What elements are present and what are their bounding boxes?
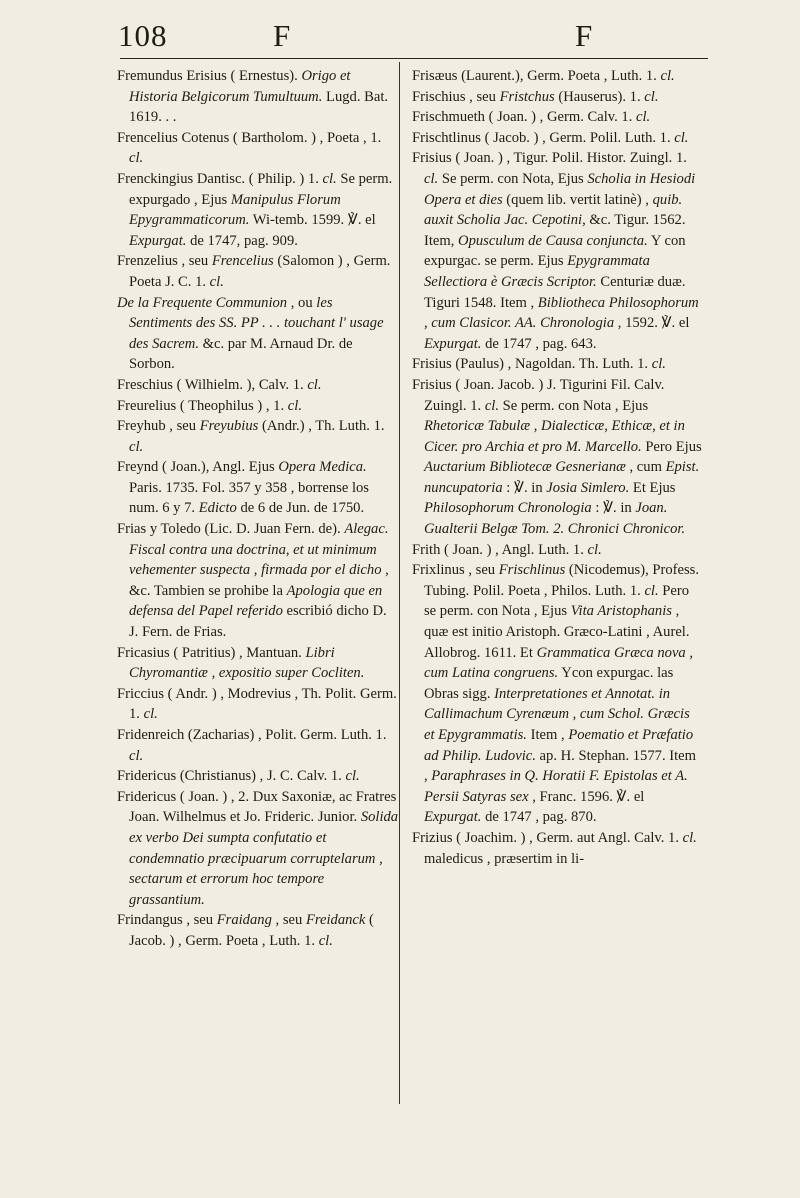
dictionary-entry: Frencelius Cotenus ( Bartholom. ) , Poeta , 1. cl. (117, 129, 382, 167)
dictionary-entry: Freschius ( Wilhielm. ), Calv. 1. cl. (117, 376, 322, 393)
dictionary-entry: Frith ( Joan. ) , Angl. Luth. 1. cl. (412, 541, 602, 558)
dictionary-entry: Freyhub , seu Freyubius (Andr.) , Th. Luth. 1. cl. (117, 418, 385, 455)
dictionary-entry: Frischius , seu Fristchus (Hauserus). 1. cl. (412, 88, 659, 105)
left-column-letter: F (273, 18, 291, 53)
header-rule (120, 58, 708, 59)
dictionary-entry: Frischmueth ( Joan. ) , Germ. Calv. 1. cl. (412, 109, 651, 126)
right-column (412, 66, 702, 869)
dictionary-entry: Fricasius ( Patritius) , Mantuan. Libri Chyromantiæ , expositio super Cocliten. (117, 644, 365, 682)
dictionary-entry: De la Frequente Communion , ou les Sentiments des SS. PP . . . touchant l' usage des Sacrem. &c. par M. Arnaud Dr. de Sorbon. (117, 294, 384, 373)
dictionary-entry: Frisius ( Joan. ) , Tigur. Polil. Histor. Zuingl. 1. cl. Se perm. con Nota, Ejus Scholia in Hesiodi Opera et dies (quem lib. vertit latinè) , quib. auxit Scholia Jac. Cepotini, &c. Tigur. 1562. Item, Opusculum de Causa conjuncta. Y con expurgac. se perm. Ejus Epygrammata Sellectiora è Græcis Scriptor. Centuriæ duæ. Tiguri 1548. Item , Bibliotheca Philosophorum , cum Clasicor. AA. Chronologia , 1592. ℣. el Expurgat. de 1747 , pag. 643. (412, 150, 699, 352)
dictionary-entry: Frixlinus , seu Frischlinus (Nicodemus), Profess. Tubing. Polil. Poeta , Philos. Luth. 1. cl. Pero se perm. con Nota , Ejus Vita Aristophanis , quæ est initio Aristoph. Græco-Latini , Aurel. Allobrog. 1611. Et Grammatica Græca nova , cum Latina congruens. Ycon expurgac. las Obras sigg. Interpretationes et Annotat. in Callimachum Cyrenæum , cum Schol. Græcis et Epygrammatis. Item , Poematio et Præfatio ad Philip. Ludovic. ap. H. Stephan. 1577. Item , Paraphrases in Q. Horatii F. Epistolas et A. Persii Satyras sex , Franc. 1596. ℣. el Expurgat. de 1747 , pag. 870. (412, 562, 700, 826)
page-number: 108 (118, 18, 168, 53)
dictionary-entry: Frizius ( Joachim. ) , Germ. aut Angl. Calv. 1. cl. maledicus , præsertim in li- (412, 829, 697, 867)
dictionary-entry: Fridenreich (Zacharias) , Polit. Germ. Luth. 1. cl. (117, 727, 387, 764)
dictionary-entry: Frisius ( Joan. Jacob. ) J. Tigurini Fil. Calv. Zuingl. 1. cl. Se perm. con Nota , Ejus Rhetoricæ Tabulæ , Dialecticæ, Ethicæ, et in Cicer. pro Archia et pro M. Marcello. Pero Ejus Auctarium Bibliotecæ Gesnerianæ , cum Epist. nuncupatoria : ℣. in Josia Simlero. Et Ejus Philosophorum Chronologia : ℣. in Joan. Gualterii Belgæ Tom. 2. Chronici Chronicor. (412, 376, 702, 538)
left-column (117, 66, 399, 952)
right-column-letter: F (575, 18, 593, 53)
column-divider (399, 62, 400, 1104)
dictionary-entry: Fridericus (Christianus) , J. C. Calv. 1. cl. (117, 768, 360, 785)
dictionary-entry: Frisius (Paulus) , Nagoldan. Th. Luth. 1. cl. (412, 356, 666, 373)
dictionary-entry: Friccius ( Andr. ) , Modrevius , Th. Polit. Germ. 1. cl. (117, 685, 397, 723)
dictionary-entry: Freurelius ( Theophilus ) , 1. cl. (117, 397, 302, 414)
dictionary-entry: Frenckingius Dantisc. ( Philip. ) 1. cl. Se perm. expurgado , Ejus Manipulus Florum Epygrammaticorum. Wi-temb. 1599. ℣. el Expurgat. de 1747, pag. 909. (117, 170, 393, 249)
dictionary-entry: Frenzelius , seu Frencelius (Salomon ) , Germ. Poeta J. C. 1. cl. (117, 253, 391, 290)
dictionary-entry: Frindangus , seu Fraidang , seu Freidanck ( Jacob. ) , Germ. Poeta , Luth. 1. cl. (117, 912, 374, 949)
dictionary-entry: Frisæus (Laurent.), Germ. Poeta , Luth. 1. cl. (412, 68, 675, 84)
dictionary-entry: Frischtlinus ( Jacob. ) , Germ. Polil. Luth. 1. cl. (412, 129, 689, 146)
dictionary-entry: Fridericus ( Joan. ) , 2. Dux Saxoniæ, ac Fratres Joan. Wilhelmus et Jo. Frideric. Junior. Solida ex verbo Dei sumpta confutatio et condemnatio præcipuarum corruptelarum , sectarum et errorum hoc tempore grassantium. (117, 788, 399, 908)
dictionary-entry: Fremundus Erisius ( Ernestus). Origo et Historia Belgicorum Tumultuum. Lugd. Bat. 1619. . . (117, 68, 389, 126)
page-header (0, 10, 800, 68)
dictionary-entry: Freynd ( Joan.), Angl. Ejus Opera Medica. Paris. 1735. Fol. 357 y 358 , borrense los num. 6 y 7. Edicto de 6 de Jun. de 1750. (117, 459, 369, 517)
dictionary-entry: Frias y Toledo (Lic. D. Juan Fern. de). Alegac. Fiscal contra una doctrina, et ut minimum vehementer suspecta , firmada por el dicho , &c. Tambien se prohibe la Apologia que en defensa del Papel referido escribió dicho D. J. Fern. de Frias. (117, 521, 389, 641)
